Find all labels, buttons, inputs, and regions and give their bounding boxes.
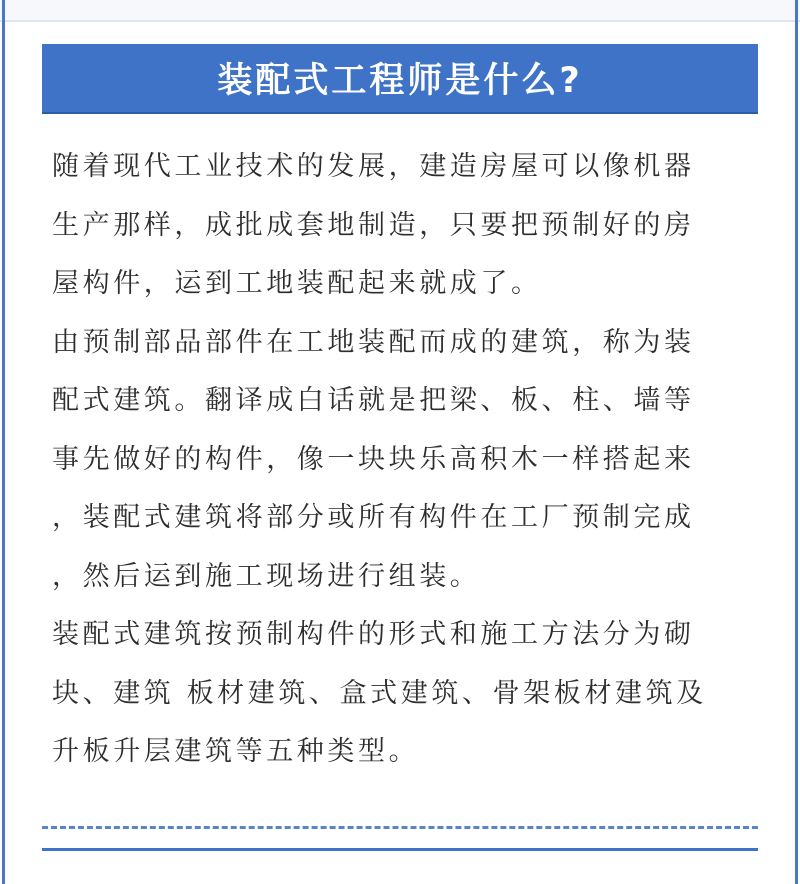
paragraph-intro: 随着现代工业技术的发展，建造房屋可以像机器 生产那样，成批成套地制造，只要把预制好的房 屋构件，运到工地装配起来就成了。 — [52, 151, 695, 299]
dashed-divider — [42, 826, 758, 829]
top-frame — [0, 0, 800, 22]
paragraph-types: 装配式建筑按预制构件的形式和施工方法分为砌 块、建筑 板材建筑、盒式建筑、骨架板材建筑及 升板升层建筑等五种类型。 — [52, 619, 707, 767]
paragraph-definition: 由预制部品部件在工地装配而成的建筑，称为装 配式建筑。翻译成白话就是把梁、板、柱、墙等 事先做好的构件，像一块块乐高积木一样搭起来 ，装配式建筑将部分或所有构件在工厂预制完成 ，然后运到施工现场进行组装。 — [52, 326, 695, 592]
left-border-line — [2, 0, 5, 884]
article-body — [52, 138, 752, 782]
bottom-divider — [42, 848, 758, 851]
page-title: 装配式工程师是什么? — [217, 61, 583, 101]
title-banner — [42, 44, 758, 112]
right-border-line — [795, 0, 798, 884]
